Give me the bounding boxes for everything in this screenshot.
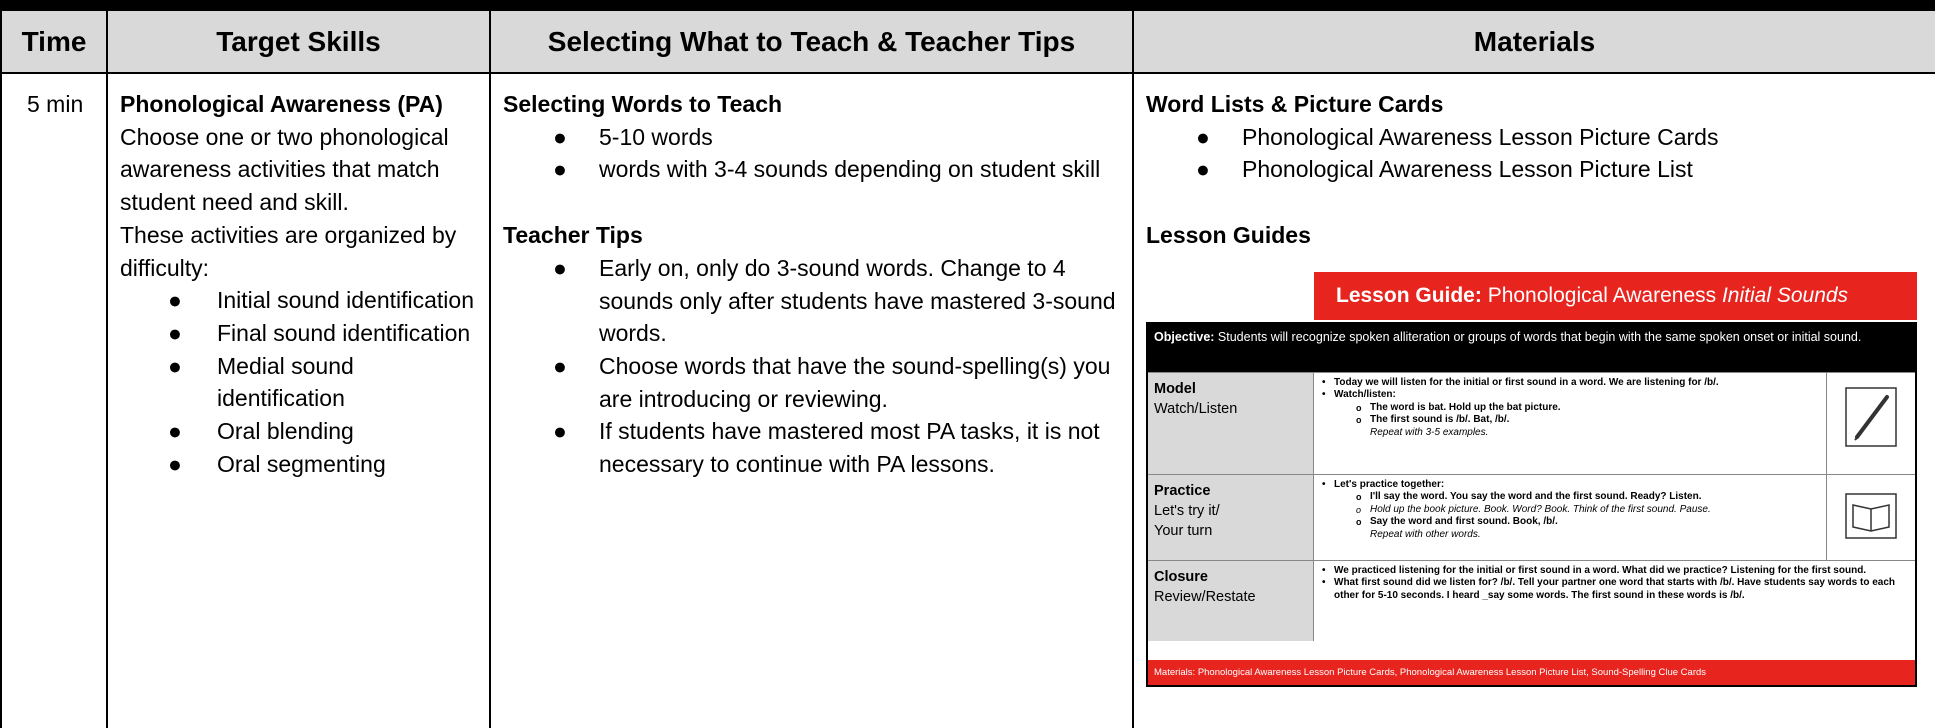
list-item: ● Oral segmenting bbox=[168, 450, 386, 477]
time-value: 5 min bbox=[27, 91, 84, 117]
list-item: ● Oral blending bbox=[168, 418, 354, 445]
list-item: ● words with 3-4 sounds depending on student skill bbox=[553, 156, 1101, 183]
lesson-guide-footer: Materials: Phonological Awareness Lesson Picture Cards, Phonological Awareness Lesson Picture List, Sound-Spelling Clue Cards bbox=[1148, 660, 1915, 685]
header-selecting: Selecting What to Teach & Teacher Tips bbox=[490, 10, 1133, 73]
lesson-guide-objective: Objective: Students will recognize spoken alliteration or groups of words that begin with the same spoken onset or initial sound. bbox=[1148, 324, 1915, 372]
book-picture-icon bbox=[1826, 475, 1915, 561]
header-materials: Materials bbox=[1133, 10, 1935, 73]
list-item: ● Final sound identification bbox=[168, 319, 471, 346]
lesson-guide-thumbnail bbox=[1146, 272, 1917, 687]
list-item: ● 5-10 words bbox=[553, 123, 713, 150]
list-item: ● Choose words that have the sound-spelling(s) you are introducing or reviewing. bbox=[553, 352, 1111, 412]
list-item: ● If students have mastered most PA tasks, it is not necessary to continue with PA lessons. bbox=[553, 418, 1100, 478]
materials-cell bbox=[1133, 73, 1935, 728]
guide-row-model: Model Watch/Listen • Today we will listen for the initial or first sound in a word. We are listening for /b/. • Watch/listen: o The word is bat. Hold up the bat picture. o The first sound is /b/. Bat, /b/. Repeat with 3-5 examples. bbox=[1148, 372, 1915, 475]
list-item: ● Initial sound identification bbox=[168, 287, 474, 314]
header-time: Time bbox=[1, 10, 107, 73]
lesson-guide-body bbox=[1146, 322, 1917, 687]
selecting-list bbox=[503, 121, 1120, 186]
skills-organized: These activities are organized by difficulty: bbox=[120, 221, 457, 281]
skills-list bbox=[120, 284, 477, 480]
lesson-table bbox=[0, 9, 1935, 728]
guide-row-closure: Closure Review/Restate • We practiced listening for the initial or first sound in a word. What did we practice? Listening for the first sound. • What first sound did we listen for? /b/. Tell your partner one word that starts with /b/. Have students say words to each other for 5-10 seconds. I heard _say some words. The first sound in these words is /b/. bbox=[1148, 560, 1915, 641]
materials-list bbox=[1146, 121, 1923, 186]
list-item: ● Phonological Awareness Lesson Picture Cards bbox=[1196, 123, 1719, 150]
lesson-guide-title: Lesson Guide: Phonological Awareness Initial Sounds bbox=[1314, 272, 1917, 320]
list-item: ● Medial sound identification bbox=[168, 352, 354, 412]
header-target-skills: Target Skills bbox=[107, 10, 490, 73]
selecting-heading: Selecting Words to Teach bbox=[503, 91, 783, 117]
lesson-guides-heading: Lesson Guides bbox=[1146, 222, 1311, 249]
list-item: ● Early on, only do 3-sound words. Change to 4 sounds only after students have mastered 3-sound words. bbox=[553, 254, 1116, 347]
skills-intro: Choose one or two phonological awareness activities that match student need and skill. bbox=[120, 123, 449, 216]
content-row bbox=[1, 73, 1935, 728]
teacher-tips-heading: Teacher Tips bbox=[503, 222, 643, 249]
skills-heading: Phonological Awareness (PA) bbox=[120, 91, 443, 117]
time-cell bbox=[1, 73, 107, 728]
skills-cell bbox=[107, 73, 490, 728]
selecting-cell bbox=[490, 73, 1133, 728]
teacher-tips-list bbox=[503, 252, 1120, 481]
list-item: ● Phonological Awareness Lesson Picture List bbox=[1196, 156, 1693, 183]
guide-row-practice: Practice Let's try it/ Your turn • Let's practice together: o I'll say the word. You say the word and the first sound. Ready? Listen. o Hold up the book picture. Book. Word? Book. Think of the first sound. Pause. o Say the word and first sound. Book, /b/. Repeat with other words. bbox=[1148, 474, 1915, 561]
header-row bbox=[1, 10, 1935, 73]
top-border bbox=[0, 0, 1935, 9]
materials-heading: Word Lists & Picture Cards bbox=[1146, 91, 1444, 117]
bat-picture-icon bbox=[1826, 373, 1915, 475]
